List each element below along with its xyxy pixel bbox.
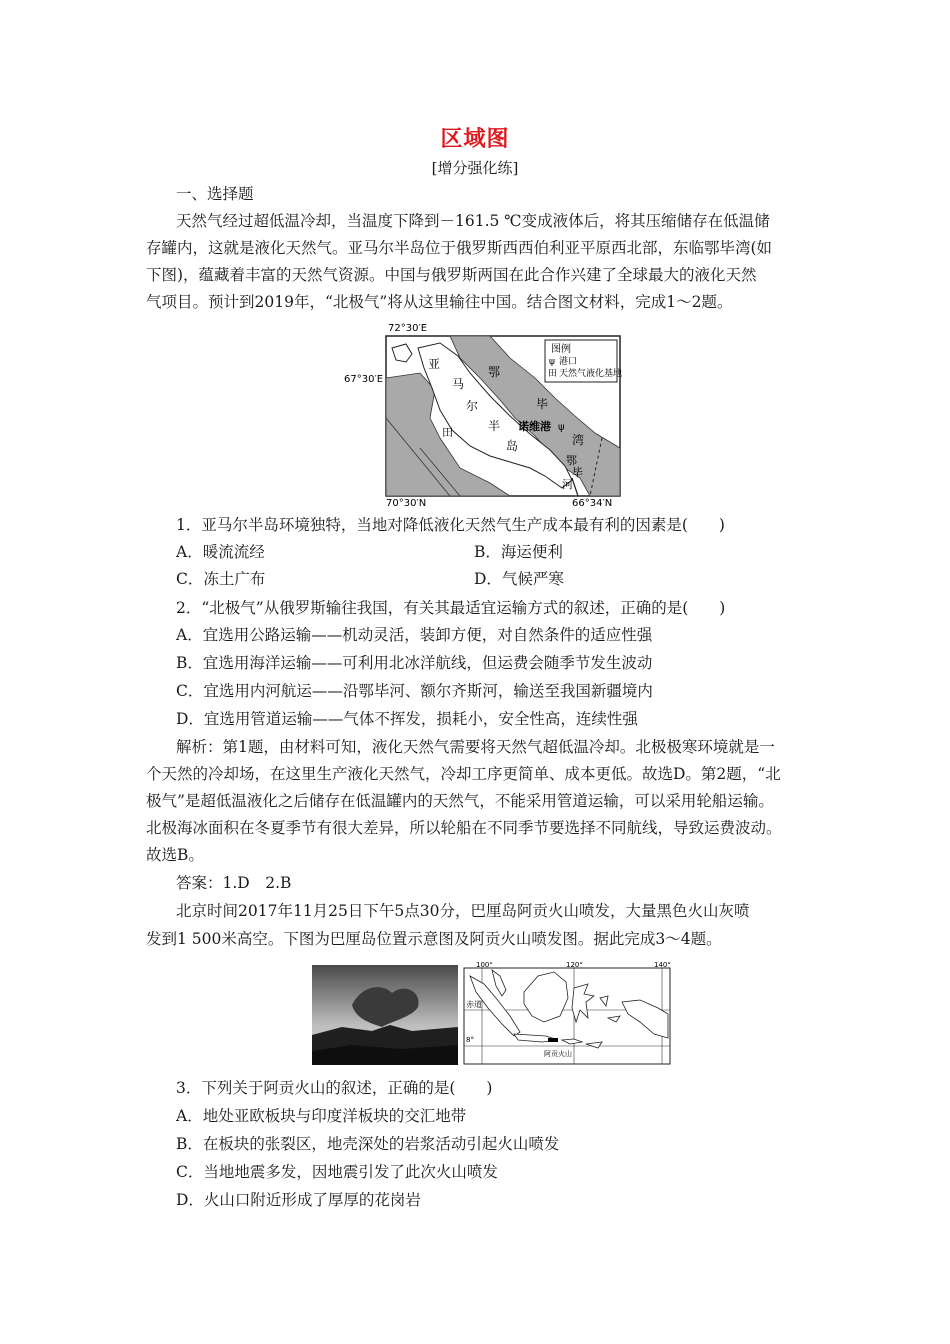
volcano-photo	[312, 965, 458, 1065]
lat-label: 8°	[466, 1036, 474, 1044]
lat-bottom-left-label: 70°30′N	[386, 498, 427, 508]
page-title: 区域图	[440, 127, 510, 152]
intro2-line: 北京时间2017年11月25日下午5点30分，巴厘岛阿贡火山喷发，大量黑色火山灰喷	[176, 902, 750, 920]
analysis-line: 个天然的冷却场，在这里生产液化天然气，冷却工序更简单、成本更低。故选D。第2题，“北	[146, 765, 781, 783]
analysis-line: 北极海冰面积在冬夏季节有很大差异，所以轮船在不同季节要选择不同航线，导致运费波动。	[146, 819, 782, 837]
q2-option-d: D．宜选用管道运输——气体不挥发，损耗小，安全性高，连续性强	[176, 710, 638, 728]
port-icon: ψ	[558, 422, 565, 433]
q1-option-a: A．暖流流经	[176, 543, 265, 561]
lat-bottom-right-label: 66°34′N	[572, 498, 613, 508]
analysis-line: 故选B。	[146, 846, 204, 864]
port-icon: ψ	[549, 357, 555, 367]
legend-title: 图例	[551, 344, 571, 355]
question-1-stem: 1．亚马尔半岛环境独特，当地对降低液化天然气生产成本最有利的因素是( )	[176, 516, 725, 534]
analysis-line: 解析：第1题，由材料可知，液化天然气需要将天然气超低温冷却。北极极寒环境就是一	[176, 738, 775, 756]
peninsula-label-char: 岛	[506, 439, 519, 453]
question-2-stem: 2．“北极气”从俄罗斯输往我国，有关其最适宜运输方式的叙述，正确的是( )	[176, 599, 726, 617]
bay-label-char: 鄂	[488, 365, 501, 379]
river-label-char: 鄂	[566, 454, 577, 467]
lon-label: 140°	[654, 962, 671, 969]
yamal-map	[340, 318, 640, 508]
peninsula-label-char: 尔	[466, 399, 479, 413]
volcano-label: 阿贡火山	[544, 1050, 572, 1058]
answer-line: 答案：1.D 2.B	[176, 874, 292, 892]
gas-base-icon: 田	[548, 369, 558, 379]
page-subtitle: [增分强化练]	[431, 159, 519, 177]
intro-paragraph-line: 天然气经过超低温冷却，当温度下降到－161.5 ℃变成液体后，将其压缩储存在低温储	[176, 212, 770, 230]
question-3-stem: 3．下列关于阿贡火山的叙述，正确的是( )	[176, 1079, 493, 1097]
river-label-char: 河	[562, 478, 573, 491]
peninsula-label-char: 马	[452, 377, 465, 391]
bay-label-char: 毕	[536, 397, 549, 411]
river-label-char: 毕	[572, 466, 583, 479]
q3-option-c: C．当地地震多发，因地震引发了此次火山喷发	[176, 1163, 498, 1181]
q2-option-c: C．宜选用内河航运——沿鄂毕河、额尔齐斯河，输送至我国新疆境内	[176, 682, 653, 700]
lon-top-label: 72°30′E	[388, 323, 428, 334]
bali-location-map	[462, 962, 672, 1066]
q1-option-b: B．海运便利	[474, 543, 563, 561]
intro-paragraph-line: 气项目。预计到2019年，“北极气”将从这里输往中国。结合图文材料，完成1～2题。	[146, 293, 733, 311]
q3-option-b: B．在板块的张裂区，地壳深处的岩浆活动引起火山喷发	[176, 1135, 560, 1153]
q1-option-d: D．气候严寒	[474, 570, 564, 588]
intro-paragraph-line: 下图)，蕴藏着丰富的天然气资源。中国与俄罗斯两国在此合作兴建了全球最大的液化天然	[146, 266, 757, 284]
gas-base-icon: 田	[442, 426, 453, 439]
bali-island-marker	[548, 1038, 558, 1042]
analysis-line: 极气”是超低温液化之后储存在低温罐内的天然气，不能采用管道运输，可以采用轮船运输。	[146, 792, 774, 810]
section-heading: 一、选择题	[176, 185, 254, 203]
equator-label: 赤道	[466, 1000, 482, 1009]
peninsula-label-char: 半	[488, 419, 501, 433]
q1-option-c: C．冻土广布	[176, 570, 266, 588]
peninsula-label-char: 亚	[428, 357, 441, 371]
lat-left-label: 67°30′E	[344, 374, 384, 385]
lon-label: 100°	[476, 962, 493, 969]
q3-option-a: A．地处亚欧板块与印度洋板块的交汇地带	[176, 1107, 467, 1125]
lon-label: 120°	[566, 962, 583, 969]
q2-option-b: B．宜选用海洋运输——可利用北冰洋航线，但运费会随季节发生波动	[176, 654, 653, 672]
q2-option-a: A．宜选用公路运输——机动灵活，装卸方便，对自然条件的适应性强	[176, 626, 653, 644]
bay-label-char: 湾	[572, 433, 585, 447]
port-name-label: 诺维港	[518, 420, 551, 433]
legend-base-label: 天然气液化基地	[559, 369, 623, 379]
intro-paragraph-line: 存罐内，这就是液化天然气。亚马尔半岛位于俄罗斯西西伯利亚平原西北部，东临鄂毕湾(如	[146, 239, 773, 257]
q3-option-d: D．火山口附近形成了厚厚的花岗岩	[176, 1191, 421, 1209]
legend-port-label: 港口	[559, 357, 578, 367]
intro2-line: 发到1 500米高空。下图为巴厘岛位置示意图及阿贡火山喷发图。据此完成3～4题。	[146, 930, 722, 948]
